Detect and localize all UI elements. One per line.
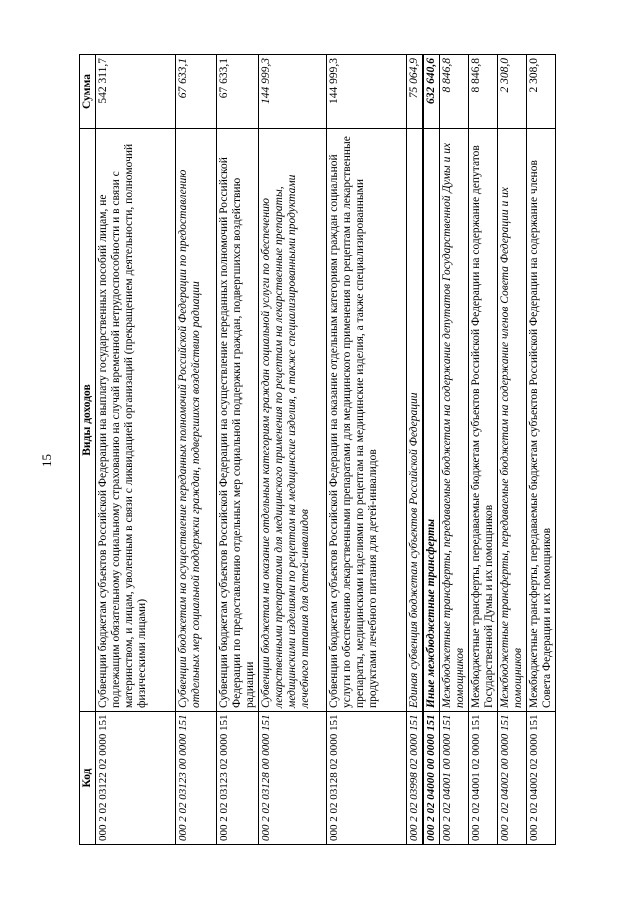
revenue-table xyxy=(79,54,556,845)
row-name: Межбюджетные трансферты, передаваемые бюджетам на содержание депутатов Государственной Думы и их помощников xyxy=(440,129,469,712)
row-code: 000 2 02 04002 02 0000 151 xyxy=(527,712,556,845)
row-code: 000 2 02 03128 02 0000 151 xyxy=(327,712,407,845)
table-row xyxy=(259,55,327,845)
row-sum: 67 633,1 xyxy=(217,55,259,129)
row-sum: 8 846,8 xyxy=(440,55,469,129)
row-sum: 542 311,7 xyxy=(96,55,176,129)
table-row xyxy=(469,55,498,845)
table-row xyxy=(176,55,217,845)
row-sum: 144 999,3 xyxy=(259,55,327,129)
table-row xyxy=(423,55,440,845)
row-sum: 144 999,3 xyxy=(327,55,407,129)
header-sum: Сумма xyxy=(80,55,96,129)
row-code: 000 2 02 04001 00 0000 151 xyxy=(440,712,469,845)
page-number: 15 xyxy=(39,454,54,467)
row-code: 000 2 02 04001 02 0000 151 xyxy=(469,712,498,845)
row-code: 000 2 02 04002 00 0000 151 xyxy=(498,712,527,845)
row-name: Иные межбюджетные трансферты xyxy=(423,129,440,712)
row-sum: 75 064,9 xyxy=(407,55,424,129)
table-row xyxy=(498,55,527,845)
table-header-row xyxy=(80,55,96,845)
row-code: 000 2 02 03123 00 0000 151 xyxy=(176,712,217,845)
row-name: Субвенции бюджетам субъектов Российской Федерации на оказание отдельным категориям граждан социальной услуги по обеспечению лекарственными препаратами для медицинского применения по рецептам на лекарственные препараты, медицинскими изделиями по рецептам на медицинские изделия, а также специализированными продуктами лечебного питания для детей-инвалидов xyxy=(327,129,407,712)
header-revenue-type: Виды доходов xyxy=(80,129,96,712)
row-sum: 8 846,8 xyxy=(469,55,498,129)
table-row xyxy=(327,55,407,845)
row-name: Субвенции бюджетам субъектов Российской Федерации на осуществление переданных полномочий Российской Федерации по предоставлению отдельных мер социальной поддержки граждан, подвергшихся воздействию радиации xyxy=(217,129,259,712)
row-code: 000 2 02 03122 02 0000 151 xyxy=(96,712,176,845)
row-name: Межбюджетные трансферты, передаваемые бюджетам субъектов Российской Федерации на содержание членов Совета Федерации и их помощников xyxy=(527,129,556,712)
row-name: Субвенции бюджетам субъектов Российской Федерации на выплату государственных пособий лицам, не подлежащим обязательному социальному страхованию на случай временной нетрудоспособности и в связи с материнством, и лицам, уволенным в связи с ликвидацией организаций (прекращением деятельности, полномочий физическими лицами) xyxy=(96,129,176,712)
row-sum: 67 633,1 xyxy=(176,55,217,129)
row-name: Единая субвенция бюджетам субъектов Российской Федерации xyxy=(407,129,424,712)
header-code: Код xyxy=(80,712,96,845)
row-name: Субвенции бюджетам на осуществление переданных полномочий Российской Федерации по предоставлению отдельных мер социальной поддержки граждан, подвергшихся воздействию радиации xyxy=(176,129,217,712)
row-sum: 632 640,6 xyxy=(423,55,440,129)
row-sum: 2 308,0 xyxy=(527,55,556,129)
table-row xyxy=(217,55,259,845)
table-row xyxy=(527,55,556,845)
table-row xyxy=(96,55,176,845)
row-name: Межбюджетные трансферты, передаваемые бюджетам субъектов Российской Федерации на содержание депутатов Государственной Думы и их помощников xyxy=(469,129,498,712)
table-row xyxy=(440,55,469,845)
row-name: Субвенции бюджетам на оказание отдельным категориям граждан социальной услуги по обеспечению лекарственными препаратами для медицинского применения по рецептам на лекарственные препараты, медицинскими изделиями по рецептам на медицинские изделия, а также специализированными продуктами лечебного питания для детей-инвалидов xyxy=(259,129,327,712)
table-row xyxy=(407,55,424,845)
row-code: 000 2 02 03998 02 0000 151 xyxy=(407,712,424,845)
row-code: 000 2 02 03128 00 0000 151 xyxy=(259,712,327,845)
row-code: 000 2 02 03123 02 0000 151 xyxy=(217,712,259,845)
row-name: Межбюджетные трансферты, передаваемые бюджетам на содержание членов Совета Федерации и их помощников xyxy=(498,129,527,712)
row-code: 000 2 02 04000 00 0000 151 xyxy=(423,712,440,845)
row-sum: 2 308,0 xyxy=(498,55,527,129)
rotated-table-container xyxy=(79,55,553,845)
